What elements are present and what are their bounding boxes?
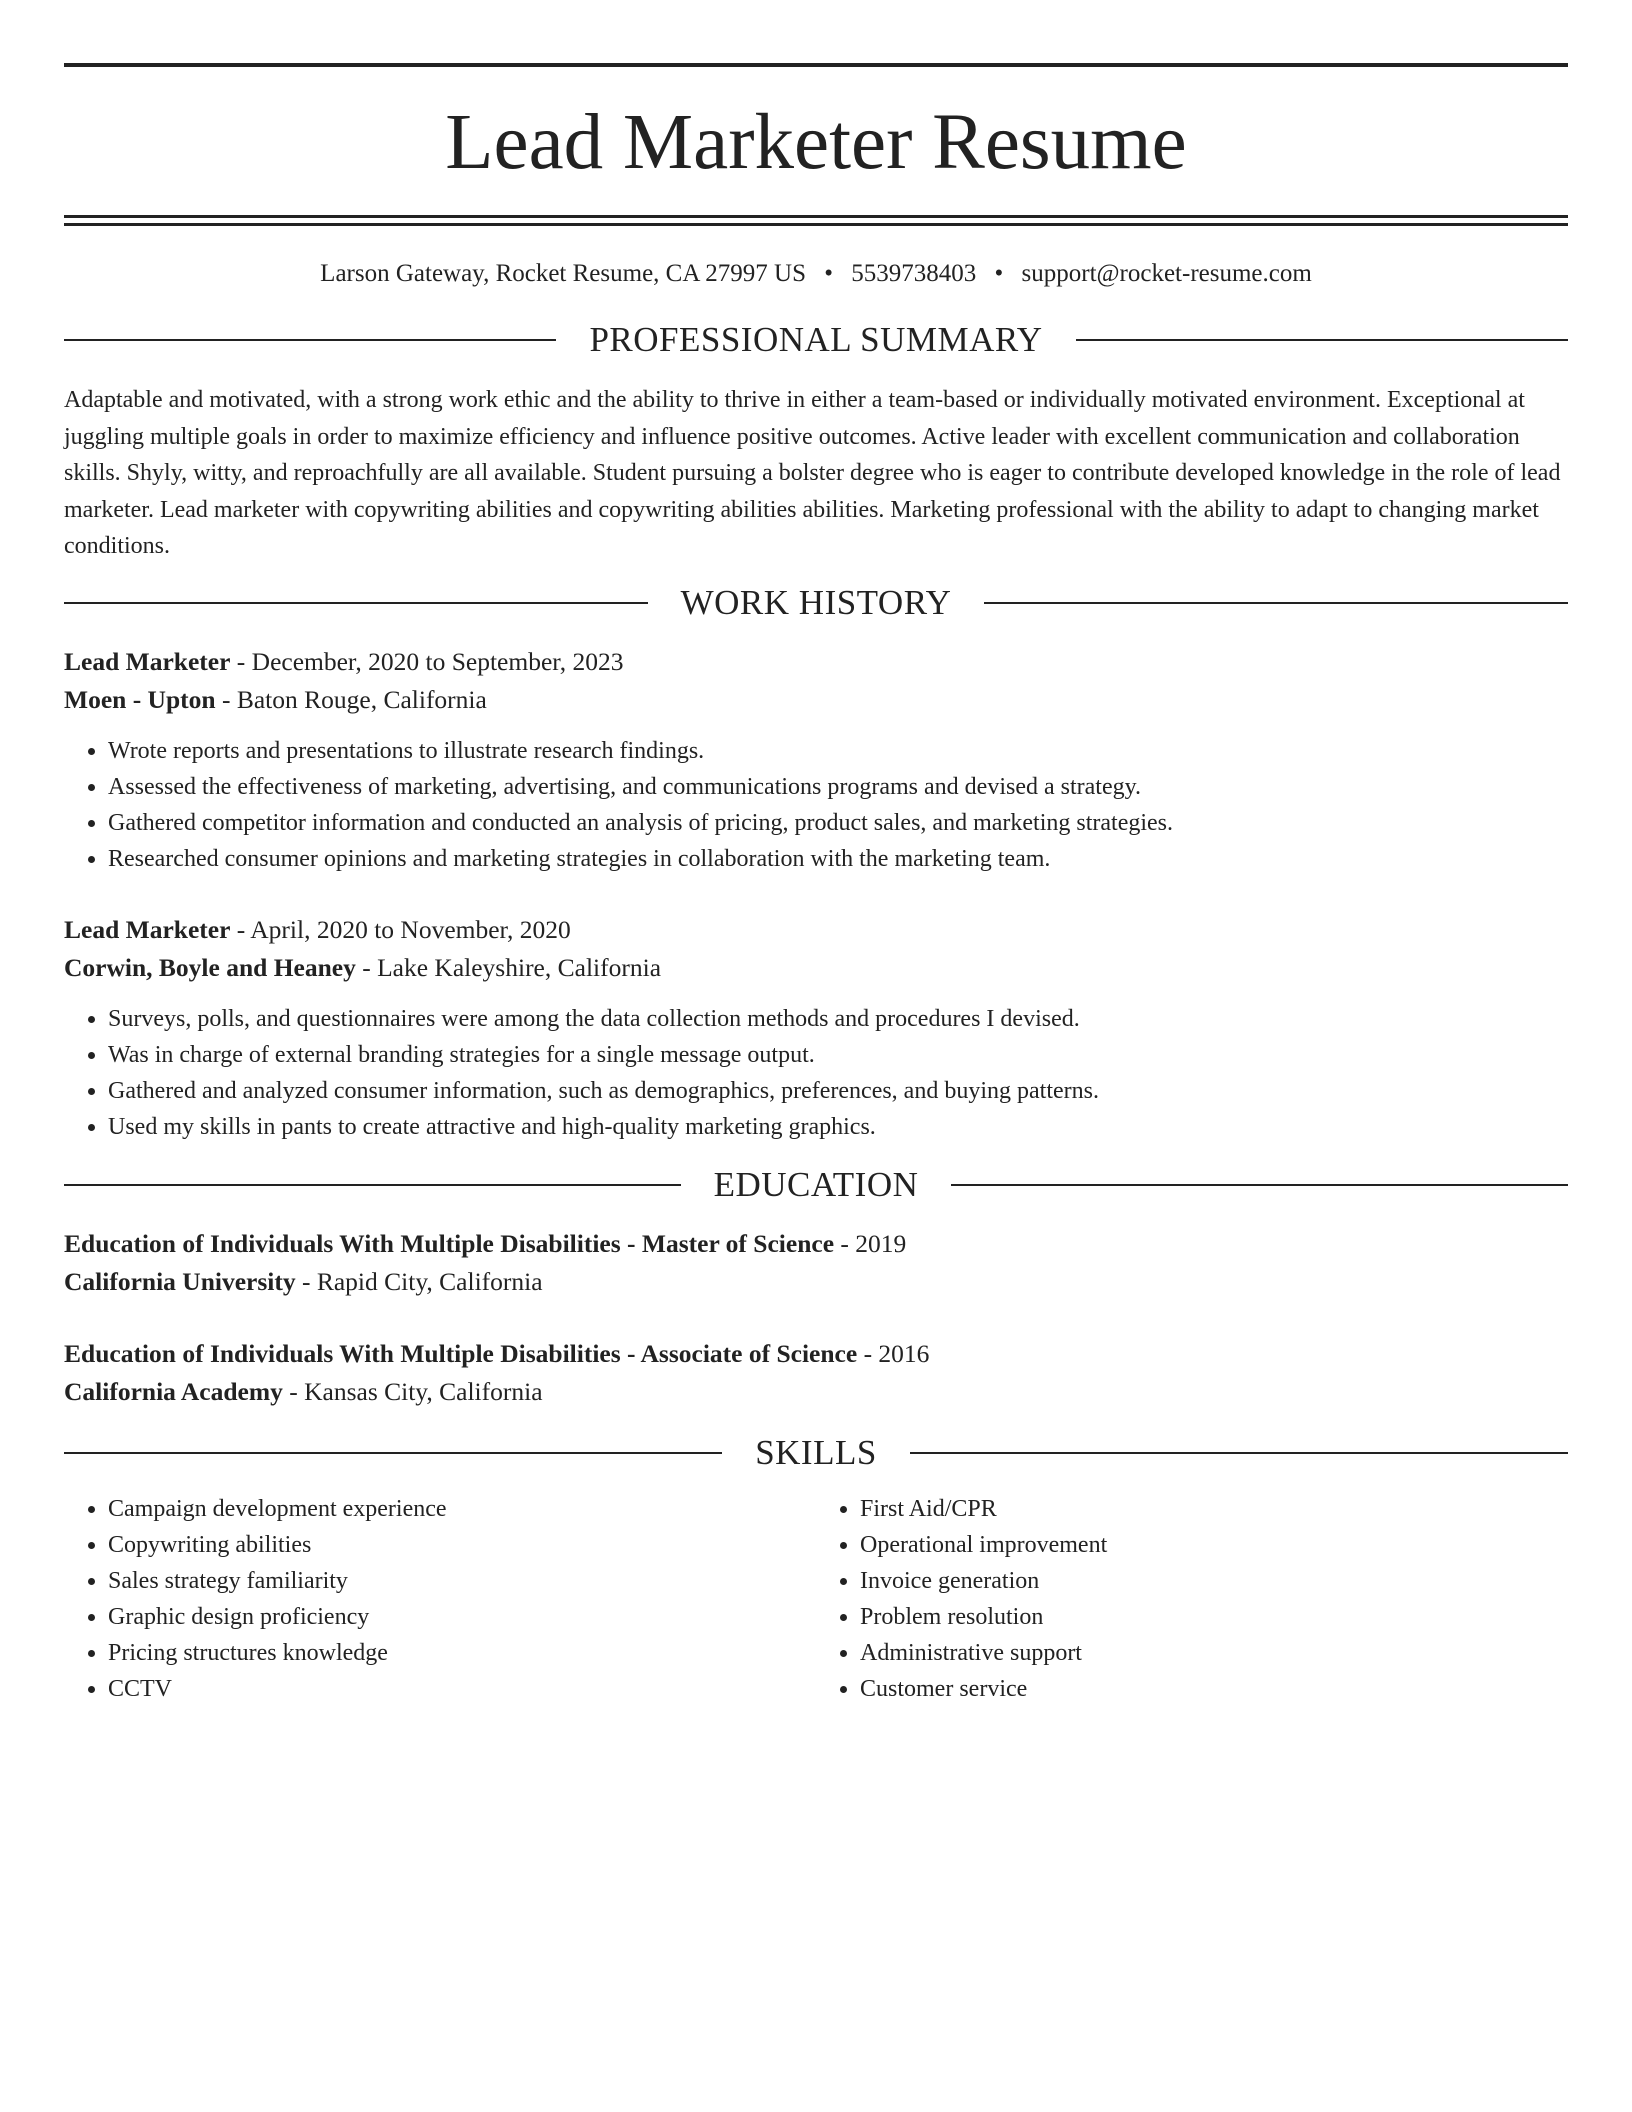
list-item: • Sales strategy familiarity xyxy=(108,1563,816,1599)
section-header-skills xyxy=(64,1425,1568,1481)
section-title-skills: SKILLS xyxy=(755,1432,877,1472)
list-item: • Administrative support xyxy=(860,1635,1568,1671)
resume-page xyxy=(64,0,1568,1707)
education-entry xyxy=(64,1335,1568,1411)
job-dates: - December, 2020 to September, 2023 xyxy=(230,646,624,676)
section-rule-right xyxy=(1076,339,1568,341)
list-item: • Invoice generation xyxy=(860,1563,1568,1599)
section-title-summary: PROFESSIONAL SUMMARY xyxy=(589,320,1043,359)
education-year: - 2016 xyxy=(857,1338,930,1368)
education-degree-line xyxy=(64,1225,1568,1263)
section-title-education: EDUCATION xyxy=(713,1164,919,1204)
job-company: Corwin, Boyle and Heaney xyxy=(64,952,356,982)
list-item: • Operational improvement xyxy=(860,1527,1568,1563)
job-company-line xyxy=(64,681,1568,719)
contact-email: support@rocket-resume.com xyxy=(1021,260,1312,287)
list-item: • Pricing structures knowledge xyxy=(108,1635,816,1671)
job-dates: - April, 2020 to November, 2020 xyxy=(230,914,571,944)
page-title: Lead Marketer Resume xyxy=(445,99,1187,186)
list-item: • Campaign development experience xyxy=(108,1491,816,1527)
list-item: • Problem resolution xyxy=(860,1599,1568,1635)
list-item: • Copywriting abilities xyxy=(108,1527,816,1563)
skills-list-right xyxy=(816,1491,1568,1707)
section-rule-left xyxy=(64,1452,722,1454)
job-title: Lead Marketer xyxy=(64,914,231,944)
list-item: • Gathered and analyzed consumer information, such as demographics, preferences, and buying patterns. xyxy=(108,1073,1568,1109)
job-bullet-list xyxy=(64,733,1568,877)
summary-paragraph: Adaptable and motivated, with a strong work ethic and the ability to thrive in either a team-based or individually motivated environment. Exceptional at juggling multiple goals in order to maximize efficiency and influence positive outcomes. Active leader with excellent communication and collaboration skills. Shyly, witty, and reproachfully are all available. Student pursuing a bolster degree who is eager to contribute developed knowledge in the role of lead marketer. Lead marketer with copywriting abilities and copywriting abilities abilities. Marketing professional with the ability to adapt to changing market conditions. xyxy=(64,387,1561,559)
job-location: - Lake Kaleyshire, California xyxy=(355,952,662,982)
list-item: • Assessed the effectiveness of marketing, advertising, and communications programs and devised a strategy. xyxy=(108,769,1568,805)
section-rule-left xyxy=(64,339,556,341)
job-title-line xyxy=(64,643,1568,681)
education-degree: Education of Individuals With Multiple Disabilities - Master of Science xyxy=(64,1228,835,1258)
job-title: Lead Marketer xyxy=(64,646,231,676)
list-item: • First Aid/CPR xyxy=(860,1491,1568,1527)
education-location: - Kansas City, California xyxy=(282,1376,543,1406)
education-entry xyxy=(64,1225,1568,1301)
section-header-work xyxy=(64,575,1568,631)
section-rule-left xyxy=(64,1184,681,1186)
education-degree-line xyxy=(64,1335,1568,1373)
job-entry xyxy=(64,643,1568,877)
job-company: Moen - Upton xyxy=(64,684,216,714)
contact-address: Larson Gateway, Rocket Resume, CA 27997 US xyxy=(320,260,806,287)
list-item: • Gathered competitor information and conducted an analysis of pricing, product sales, and marketing strategies. xyxy=(108,805,1568,841)
job-bullet-list xyxy=(64,1001,1568,1145)
education-year: - 2019 xyxy=(834,1228,907,1258)
education-school-line xyxy=(64,1373,1568,1411)
list-item: • Surveys, polls, and questionnaires were among the data collection methods and procedures I devised. xyxy=(108,1001,1568,1037)
contact-separator: • xyxy=(994,260,1004,287)
education-school: California Academy xyxy=(64,1376,283,1406)
section-rule-right xyxy=(951,1184,1568,1186)
list-item: • Used my skills in pants to create attractive and high-quality marketing graphics. xyxy=(108,1109,1568,1145)
education-degree: Education of Individuals With Multiple Disabilities - Associate of Science xyxy=(64,1338,858,1368)
skills-list-left xyxy=(64,1491,816,1707)
list-item: • Was in charge of external branding strategies for a single message output. xyxy=(108,1037,1568,1073)
education-school: California University xyxy=(64,1266,296,1296)
section-header-education xyxy=(64,1157,1568,1213)
job-location: - Baton Rouge, California xyxy=(215,684,487,714)
contact-separator: • xyxy=(824,260,833,287)
job-title-line xyxy=(64,911,1568,949)
list-item: • Graphic design proficiency xyxy=(108,1599,816,1635)
contact-line xyxy=(64,254,1568,294)
section-title-work: WORK HISTORY xyxy=(680,582,952,622)
job-entry xyxy=(64,911,1568,1145)
contact-phone: 5539738403 xyxy=(851,260,977,287)
education-location: - Rapid City, California xyxy=(295,1266,543,1296)
title-double-rule xyxy=(64,215,1568,226)
job-company-line xyxy=(64,949,1568,987)
list-item: • Customer service xyxy=(860,1671,1568,1707)
section-rule-right xyxy=(910,1452,1568,1454)
list-item: • Wrote reports and presentations to illustrate research findings. xyxy=(108,733,1568,769)
section-header-summary xyxy=(64,312,1568,368)
skills-columns xyxy=(64,1491,1568,1707)
list-item: • CCTV xyxy=(108,1671,816,1707)
list-item: • Researched consumer opinions and marketing strategies in collaboration with the marketing team. xyxy=(108,841,1568,877)
section-rule-right xyxy=(984,602,1568,604)
section-rule-left xyxy=(64,602,648,604)
education-school-line xyxy=(64,1263,1568,1301)
top-rule xyxy=(64,63,1568,67)
